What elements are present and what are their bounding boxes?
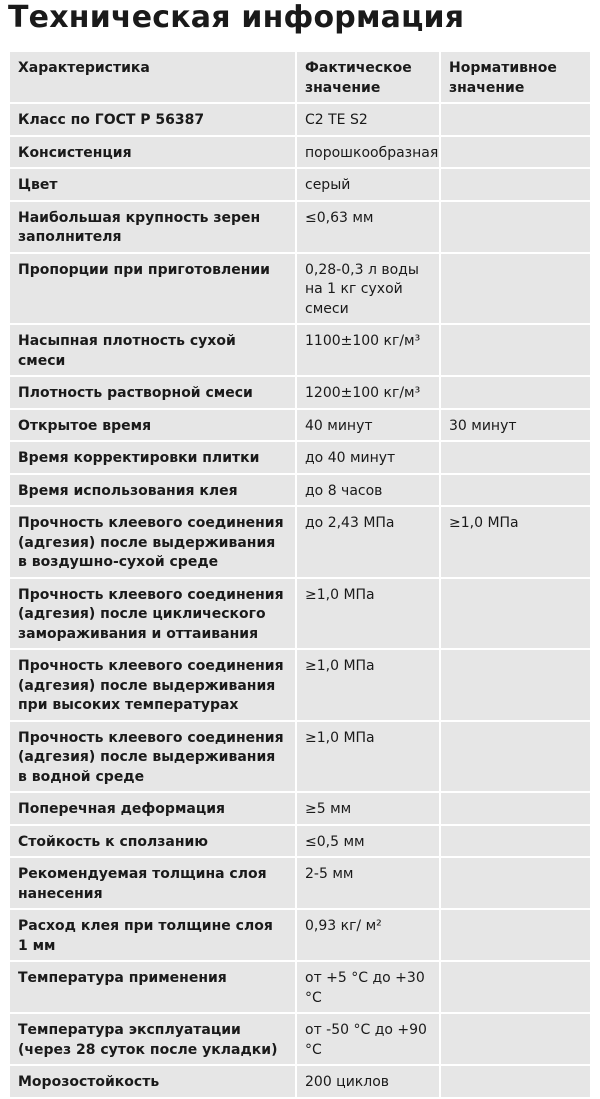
table-row <box>9 961 591 1013</box>
header-actual-value: Фактическое значение <box>296 51 440 103</box>
table-row <box>9 506 591 578</box>
characteristic-cell: Плотность растворной смеси <box>9 376 296 409</box>
table-row <box>9 376 591 409</box>
normative-value-cell <box>440 376 591 409</box>
normative-value-cell <box>440 1013 591 1065</box>
characteristic-cell: Морозостойкость <box>9 1065 296 1098</box>
actual-value-cell: 40 минут <box>296 409 440 442</box>
table-row <box>9 857 591 909</box>
actual-value-cell: C2 TE S2 <box>296 103 440 136</box>
actual-value-cell: до 40 минут <box>296 441 440 474</box>
characteristic-cell: Насыпная плотность сухой смеси <box>9 324 296 376</box>
table-row <box>9 136 591 169</box>
table-row <box>9 253 591 325</box>
normative-value-cell <box>440 103 591 136</box>
table-row <box>9 792 591 825</box>
actual-value-cell: 0,93 кг/ м² <box>296 909 440 961</box>
characteristic-cell: Открытое время <box>9 409 296 442</box>
actual-value-cell: ≥1,0 МПа <box>296 721 440 793</box>
characteristic-cell: Прочность клеевого соединения (адгезия) после циклического замораживания и оттаивания <box>9 578 296 650</box>
characteristic-cell: Стойкость к сползанию <box>9 825 296 858</box>
normative-value-cell <box>440 474 591 507</box>
table-row <box>9 409 591 442</box>
actual-value-cell: ≥1,0 МПа <box>296 578 440 650</box>
header-characteristic: Характеристика <box>9 51 296 103</box>
table-row <box>9 825 591 858</box>
normative-value-cell <box>440 909 591 961</box>
actual-value-cell: 1200±100 кг/м³ <box>296 376 440 409</box>
table-row <box>9 103 591 136</box>
actual-value-cell: порошкообразная <box>296 136 440 169</box>
table-row <box>9 324 591 376</box>
normative-value-cell <box>440 578 591 650</box>
table-row <box>9 168 591 201</box>
normative-value-cell <box>440 961 591 1013</box>
characteristic-cell: Пропорции при приготовлении <box>9 253 296 325</box>
characteristic-cell: Температура применения <box>9 961 296 1013</box>
table-row <box>9 201 591 253</box>
characteristic-cell: Расход клея при толщине слоя 1 мм <box>9 909 296 961</box>
table-header-row <box>9 51 591 103</box>
characteristic-cell: Наибольшая крупность зерен заполнителя <box>9 201 296 253</box>
characteristic-cell: Прочность клеевого соединения (адгезия) после выдерживания при высоких температурах <box>9 649 296 721</box>
characteristic-cell: Рекомендуемая толщина слоя нанесения <box>9 857 296 909</box>
actual-value-cell: ≥1,0 МПа <box>296 649 440 721</box>
actual-value-cell: серый <box>296 168 440 201</box>
page-title: Техническая информация <box>8 0 465 35</box>
actual-value-cell: ≥5 мм <box>296 792 440 825</box>
table-row <box>9 909 591 961</box>
actual-value-cell: от -50 °С до +90 °С <box>296 1013 440 1065</box>
characteristic-cell: Время использования клея <box>9 474 296 507</box>
table-row <box>9 578 591 650</box>
header-normative-value: Нормативное значение <box>440 51 591 103</box>
actual-value-cell: от +5 °С до +30 °С <box>296 961 440 1013</box>
characteristic-cell: Температура эксплуатации (через 28 суток после укладки) <box>9 1013 296 1065</box>
table-row <box>9 474 591 507</box>
normative-value-cell <box>440 649 591 721</box>
normative-value-cell <box>440 201 591 253</box>
normative-value-cell <box>440 857 591 909</box>
actual-value-cell: ≤0,5 мм <box>296 825 440 858</box>
normative-value-cell <box>440 792 591 825</box>
table-row <box>9 649 591 721</box>
characteristic-cell: Поперечная деформация <box>9 792 296 825</box>
characteristic-cell: Прочность клеевого соединения (адгезия) после выдерживания в воздушно-сухой среде <box>9 506 296 578</box>
actual-value-cell: 200 циклов <box>296 1065 440 1098</box>
table-row <box>9 721 591 793</box>
actual-value-cell: 1100±100 кг/м³ <box>296 324 440 376</box>
normative-value-cell <box>440 324 591 376</box>
normative-value-cell <box>440 441 591 474</box>
table-row <box>9 1065 591 1098</box>
actual-value-cell: ≤0,63 мм <box>296 201 440 253</box>
normative-value-cell <box>440 825 591 858</box>
characteristic-cell: Цвет <box>9 168 296 201</box>
table-row <box>9 441 591 474</box>
normative-value-cell: 30 минут <box>440 409 591 442</box>
normative-value-cell <box>440 168 591 201</box>
characteristic-cell: Прочность клеевого соединения (адгезия) после выдерживания в водной среде <box>9 721 296 793</box>
normative-value-cell <box>440 721 591 793</box>
characteristic-cell: Класс по ГОСТ Р 56387 <box>9 103 296 136</box>
actual-value-cell: 0,28-0,3 л воды на 1 кг сухой смеси <box>296 253 440 325</box>
actual-value-cell: до 2,43 МПа <box>296 506 440 578</box>
tech-info-table <box>8 50 592 1099</box>
actual-value-cell: до 8 часов <box>296 474 440 507</box>
table-row <box>9 1013 591 1065</box>
characteristic-cell: Время корректировки плитки <box>9 441 296 474</box>
characteristic-cell: Консистенция <box>9 136 296 169</box>
normative-value-cell: ≥1,0 МПа <box>440 506 591 578</box>
normative-value-cell <box>440 253 591 325</box>
normative-value-cell <box>440 136 591 169</box>
normative-value-cell <box>440 1065 591 1098</box>
actual-value-cell: 2-5 мм <box>296 857 440 909</box>
